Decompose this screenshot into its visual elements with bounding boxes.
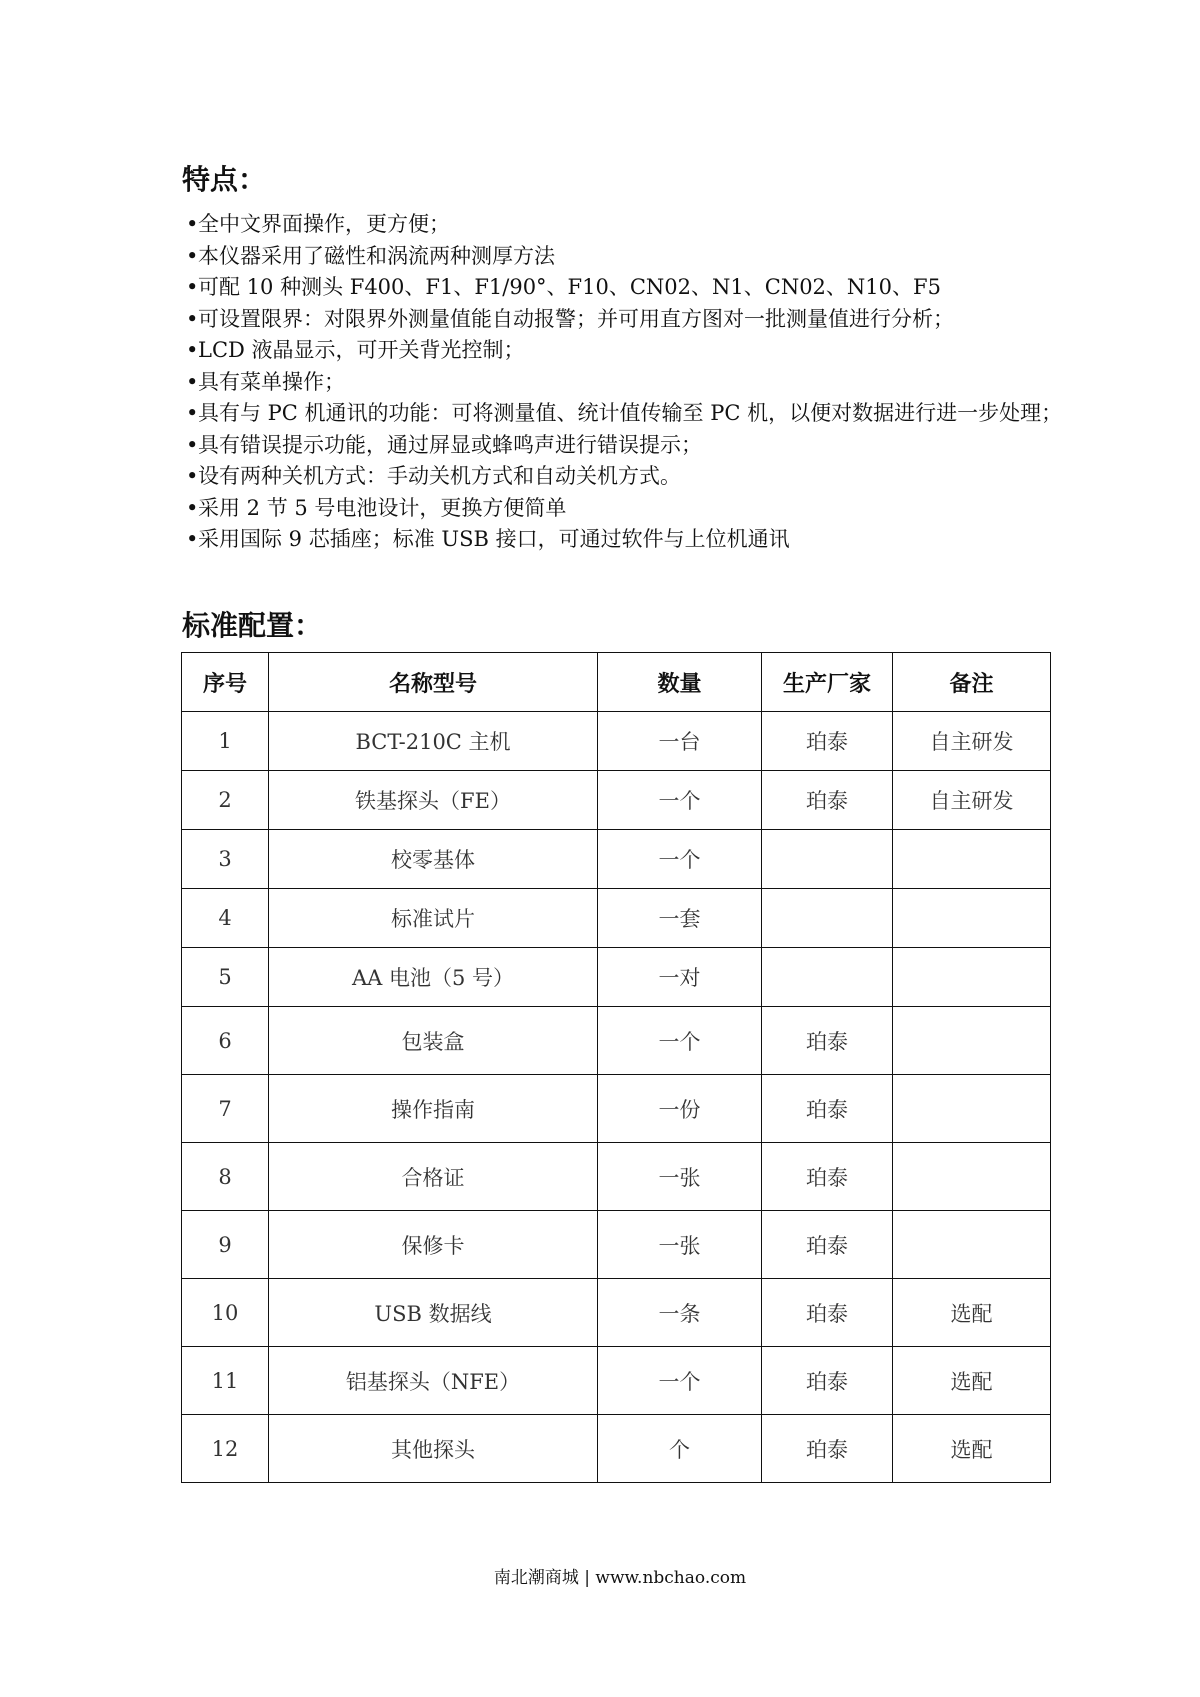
table-row xyxy=(182,712,1051,771)
table-row xyxy=(182,1279,1051,1347)
header-index: 序号 xyxy=(182,653,269,712)
cell-manufacturer: 珀泰 xyxy=(762,1211,893,1279)
cell-manufacturer xyxy=(762,830,893,889)
cell-quantity: 个 xyxy=(598,1415,762,1483)
cell-quantity: 一个 xyxy=(598,1007,762,1075)
cell-remarks xyxy=(893,889,1051,948)
feature-text: 具有菜单操作； xyxy=(198,369,345,394)
cell-index: 5 xyxy=(182,948,269,1007)
cell-remarks: 选配 xyxy=(893,1279,1051,1347)
cell-name: 铝基探头（NFE） xyxy=(269,1347,598,1415)
config-heading: 标准配置： xyxy=(182,609,323,642)
bullet-icon: • xyxy=(186,464,199,488)
feature-item xyxy=(186,493,1066,525)
bullet-icon: • xyxy=(186,432,199,457)
feature-text: 具有错误提示功能，通过屏显或蜂鸣声进行错误提示； xyxy=(198,432,702,457)
cell-index: 11 xyxy=(182,1347,269,1415)
cell-name: 合格证 xyxy=(269,1143,598,1211)
cell-manufacturer: 珀泰 xyxy=(762,1075,893,1143)
cell-index: 9 xyxy=(182,1211,269,1279)
cell-name: 其他探头 xyxy=(269,1415,598,1483)
cell-remarks: 自主研发 xyxy=(893,712,1051,771)
header-manufacturer: 生产厂家 xyxy=(762,653,893,712)
cell-quantity: 一对 xyxy=(598,948,762,1007)
cell-name: USB 数据线 xyxy=(269,1279,598,1347)
table-row xyxy=(182,1211,1051,1279)
cell-index: 6 xyxy=(182,1007,269,1075)
feature-text: 全中文界面操作，更方便； xyxy=(198,212,450,236)
cell-index: 4 xyxy=(182,889,269,948)
feature-item xyxy=(186,209,1066,241)
bullet-icon: • xyxy=(186,212,199,236)
feature-text: LCD 液晶显示，可开关背光控制； xyxy=(198,338,525,362)
feature-item xyxy=(186,367,1066,399)
table-header-row xyxy=(182,653,1051,712)
cell-quantity: 一套 xyxy=(598,889,762,948)
cell-manufacturer xyxy=(762,889,893,948)
cell-quantity: 一张 xyxy=(598,1143,762,1211)
cell-index: 7 xyxy=(182,1075,269,1143)
table-row xyxy=(182,1143,1051,1211)
cell-manufacturer: 珀泰 xyxy=(762,1279,893,1347)
cell-index: 1 xyxy=(182,712,269,771)
cell-name: AA 电池（5 号） xyxy=(269,948,598,1007)
header-name: 名称型号 xyxy=(269,653,598,712)
cell-remarks xyxy=(893,1075,1051,1143)
features-list xyxy=(186,209,1066,556)
cell-manufacturer: 珀泰 xyxy=(762,712,893,771)
cell-manufacturer: 珀泰 xyxy=(762,1347,893,1415)
cell-name: BCT-210C 主机 xyxy=(269,712,598,771)
cell-manufacturer: 珀泰 xyxy=(762,1007,893,1075)
cell-remarks xyxy=(893,948,1051,1007)
cell-index: 8 xyxy=(182,1143,269,1211)
features-heading: 特点： xyxy=(182,163,267,196)
feature-item xyxy=(186,461,1066,493)
bullet-icon: • xyxy=(186,275,199,299)
table-row xyxy=(182,830,1051,889)
cell-quantity: 一台 xyxy=(598,712,762,771)
cell-remarks: 选配 xyxy=(893,1415,1051,1483)
table-row xyxy=(182,1347,1051,1415)
cell-manufacturer: 珀泰 xyxy=(762,1143,893,1211)
table-row xyxy=(182,889,1051,948)
table-row xyxy=(182,771,1051,830)
cell-index: 2 xyxy=(182,771,269,830)
feature-text: 可设置限界：对限界外测量值能自动报警；并可用直方图对一批测量值进行分析； xyxy=(198,306,954,331)
cell-quantity: 一个 xyxy=(598,1347,762,1415)
cell-quantity: 一张 xyxy=(598,1211,762,1279)
cell-manufacturer xyxy=(762,948,893,1007)
bullet-icon: • xyxy=(186,527,199,551)
bullet-icon: • xyxy=(186,338,199,362)
feature-text: 可配 10 种测头 F400、F1、F1/90°、F10、CN02、N1、CN02、N10、F5 xyxy=(198,275,941,299)
cell-name: 保修卡 xyxy=(269,1211,598,1279)
cell-remarks xyxy=(893,830,1051,889)
cell-quantity: 一份 xyxy=(598,1075,762,1143)
cell-quantity: 一个 xyxy=(598,830,762,889)
bullet-icon: • xyxy=(186,495,199,520)
header-quantity: 数量 xyxy=(598,653,762,712)
cell-remarks xyxy=(893,1143,1051,1211)
cell-index: 3 xyxy=(182,830,269,889)
cell-index: 12 xyxy=(182,1415,269,1483)
cell-manufacturer: 珀泰 xyxy=(762,1415,893,1483)
cell-remarks: 选配 xyxy=(893,1347,1051,1415)
bullet-icon: • xyxy=(186,243,199,268)
table-row xyxy=(182,1415,1051,1483)
bullet-icon: • xyxy=(186,401,199,425)
cell-remarks xyxy=(893,1211,1051,1279)
cell-name: 铁基探头（FE） xyxy=(269,771,598,830)
feature-item xyxy=(186,524,1066,556)
feature-text: 具有与 PC 机通讯的功能：可将测量值、统计值传输至 PC 机，以便对数据进行进一步处理； xyxy=(198,401,1063,425)
feature-text: 采用国际 9 芯插座；标准 USB 接口，可通过软件与上位机通讯 xyxy=(198,527,790,551)
cell-manufacturer: 珀泰 xyxy=(762,771,893,830)
bullet-icon: • xyxy=(186,369,199,394)
feature-item xyxy=(186,430,1066,462)
cell-remarks xyxy=(893,1007,1051,1075)
table-row xyxy=(182,1075,1051,1143)
feature-text: 本仪器采用了磁性和涡流两种测厚方法 xyxy=(198,243,555,268)
header-remarks: 备注 xyxy=(893,653,1051,712)
bullet-icon: • xyxy=(186,306,199,331)
cell-quantity: 一条 xyxy=(598,1279,762,1347)
table-row xyxy=(182,1007,1051,1075)
feature-item xyxy=(186,304,1066,336)
feature-item xyxy=(186,272,1066,304)
feature-item xyxy=(186,335,1066,367)
cell-name: 校零基体 xyxy=(269,830,598,889)
table-row xyxy=(182,948,1051,1007)
feature-item xyxy=(186,241,1066,273)
cell-quantity: 一个 xyxy=(598,771,762,830)
cell-name: 包装盒 xyxy=(269,1007,598,1075)
cell-name: 操作指南 xyxy=(269,1075,598,1143)
feature-text: 设有两种关机方式：手动关机方式和自动关机方式。 xyxy=(198,464,681,488)
cell-name: 标准试片 xyxy=(269,889,598,948)
footer: 南北潮商城 | www.nbchao.com xyxy=(493,1568,747,1588)
cell-remarks: 自主研发 xyxy=(893,771,1051,830)
feature-item xyxy=(186,398,1066,430)
feature-text: 采用 2 节 5 号电池设计，更换方便简单 xyxy=(198,495,567,520)
config-table xyxy=(181,652,1051,1483)
cell-index: 10 xyxy=(182,1279,269,1347)
